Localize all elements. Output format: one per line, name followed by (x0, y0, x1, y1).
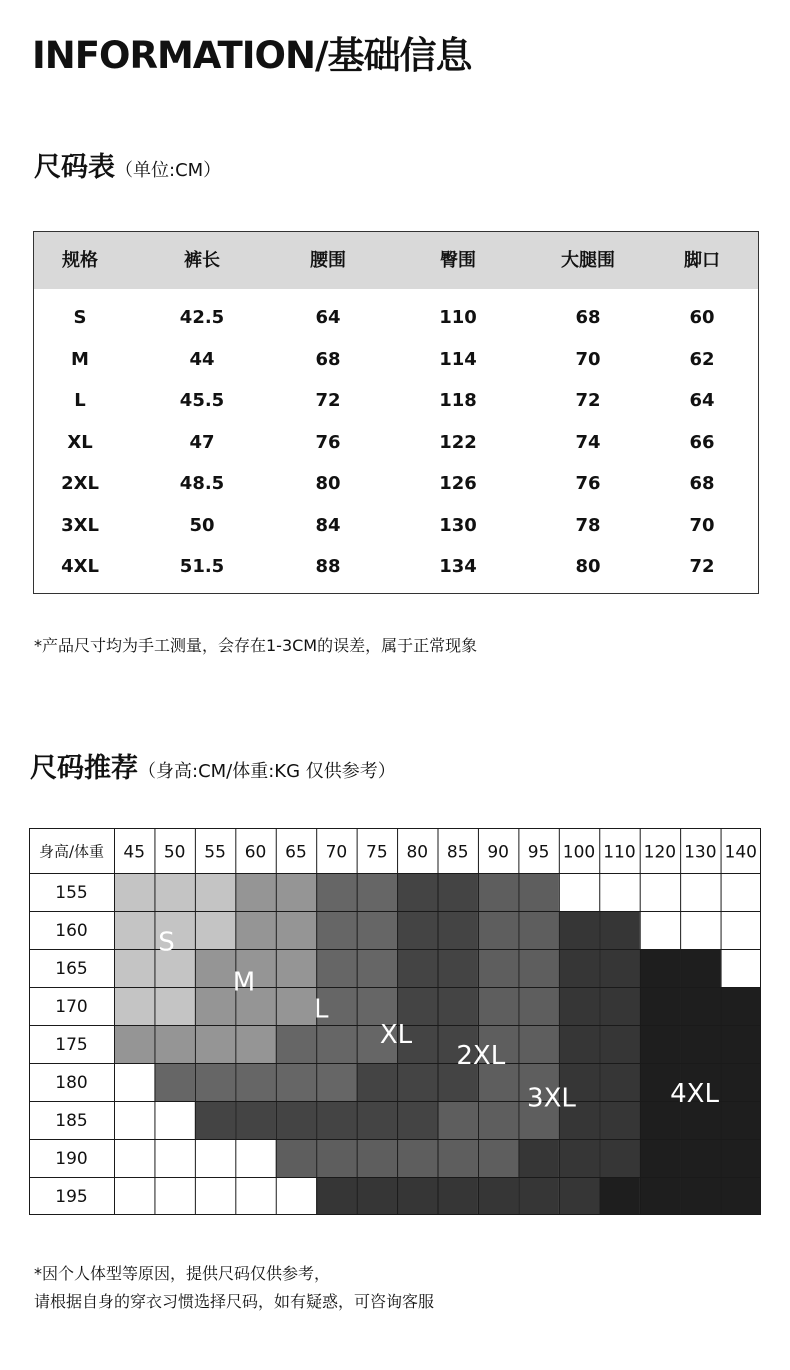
grid-cell-3xl (559, 1025, 599, 1063)
size-label-xl: XL (379, 1020, 413, 1050)
grid-cell-4xl (680, 987, 720, 1025)
height-label: 155 (55, 883, 88, 903)
grid-cell-2xl (478, 1101, 518, 1139)
grid-cell-m (276, 873, 316, 911)
size-label-3xl: 3XL (527, 1083, 576, 1114)
size-table-cell: 60 (689, 307, 715, 328)
grid-cell-s (154, 987, 194, 1025)
grid-cell-3xl (518, 1177, 558, 1215)
size-label-4xl: 4XL (670, 1078, 719, 1109)
size-table-header-cell: 臀围 (440, 250, 476, 271)
grid-cell-3xl (357, 1177, 397, 1215)
size-table-cell: 88 (315, 556, 341, 577)
height-label: 180 (55, 1073, 88, 1093)
size-table-cell: 68 (689, 473, 715, 494)
recommendation-title-text: 尺码推荐 (30, 753, 138, 784)
grid-cell-m (276, 949, 316, 987)
size-table-header (34, 232, 758, 289)
grid-cell-l (357, 911, 397, 949)
size-recommendation-grid (29, 828, 761, 1220)
size-table-cell: 70 (575, 348, 601, 370)
grid-cell-l (316, 1063, 356, 1101)
grid-cell-2xl (357, 1139, 397, 1177)
size-table-cell: 51.5 (179, 556, 225, 577)
size-table-cell: 3XL (61, 514, 99, 536)
grid-cell-l (316, 949, 356, 987)
grid-cell-2xl (478, 987, 518, 1025)
weight-label: 55 (204, 842, 226, 863)
weight-label: 140 (724, 842, 758, 863)
size-label-l: L (313, 994, 329, 1025)
weight-label: 75 (366, 842, 388, 863)
size-table-cell: S (73, 307, 87, 328)
grid-cell-l (357, 873, 397, 911)
height-label: 185 (55, 1111, 88, 1131)
grid-cell-xl (438, 911, 478, 949)
grid-cell-m (235, 1025, 275, 1063)
size-chart-title (34, 150, 221, 189)
size-table-cell: 64 (689, 390, 715, 411)
grid-cell-2xl (316, 1139, 356, 1177)
recommendation-grid-svg (29, 828, 761, 1220)
grid-cell-l (276, 1025, 316, 1063)
size-table-cell: 80 (575, 556, 601, 577)
size-table-cell: 76 (315, 431, 341, 453)
grid-cell-l (235, 1063, 275, 1101)
size-table-header-cell: 大腿围 (561, 250, 615, 271)
height-label: 190 (55, 1149, 88, 1169)
grid-cell-3xl (599, 1025, 639, 1063)
grid-cell-3xl (599, 1139, 639, 1177)
weight-label: 120 (643, 842, 677, 863)
grid-cell-s (114, 987, 154, 1025)
grid-cell-3xl (397, 1177, 437, 1215)
grid-cell-s (195, 873, 235, 911)
size-table-cell: 45.5 (179, 390, 225, 411)
grid-cell-xl (438, 987, 478, 1025)
weight-label: 80 (406, 842, 429, 863)
size-label-m: M (232, 967, 256, 998)
weight-label: 110 (603, 842, 636, 863)
grid-cell-4xl (680, 949, 720, 987)
grid-cell-2xl (478, 911, 518, 949)
grid-cell-s (154, 873, 194, 911)
grid-cell-xl (195, 1101, 235, 1139)
grid-cell-l (316, 911, 356, 949)
grid-cell-2xl (518, 1025, 558, 1063)
size-table-cell: 84 (315, 514, 341, 536)
size-label-s: S (158, 927, 175, 958)
grid-cell-m (276, 911, 316, 949)
size-table-row (34, 463, 758, 505)
grid-cell-l (276, 1063, 316, 1101)
recommendation-unit: （身高:CM/体重:KG 仅供参考） (138, 761, 396, 782)
size-table-cell: 62 (689, 348, 715, 370)
grid-cell-3xl (599, 949, 639, 987)
grid-cell-s (114, 911, 154, 949)
size-table-cell: 118 (439, 390, 477, 411)
height-label: 170 (55, 997, 88, 1017)
weight-label: 90 (487, 842, 509, 863)
grid-cell-2xl (518, 911, 558, 949)
size-table-cell: 4XL (61, 556, 99, 577)
grid-cell-2xl (276, 1139, 316, 1177)
size-label-2xl: 2XL (456, 1040, 506, 1071)
grid-cell-3xl (518, 1139, 558, 1177)
size-table-cell: 72 (315, 390, 341, 411)
size-table-cell: 122 (439, 431, 477, 453)
grid-cell-4xl (721, 1025, 761, 1063)
size-table (33, 231, 759, 594)
height-label: 160 (55, 921, 88, 941)
size-table-cell: 68 (575, 307, 601, 328)
size-table-cell: 64 (315, 307, 341, 328)
weight-label: 45 (123, 842, 146, 863)
grid-cell-2xl (438, 1139, 478, 1177)
grid-cell-l (154, 1063, 194, 1101)
grid-cell-2xl (478, 873, 518, 911)
grid-cell-2xl (518, 873, 558, 911)
size-table-header-cell: 规格 (62, 250, 98, 271)
size-table-header-cell: 裤长 (184, 250, 220, 271)
size-chart-title-text: 尺码表 (34, 152, 115, 183)
grid-cell-s (114, 949, 154, 987)
size-table-cell: 42.5 (179, 307, 225, 328)
grid-cell-xl (438, 949, 478, 987)
size-table-cell: 66 (689, 431, 715, 453)
grid-cell-xl (397, 873, 437, 911)
grid-cell-4xl (640, 949, 680, 987)
grid-cell-m (235, 911, 275, 949)
grid-cell-3xl (599, 1063, 639, 1101)
grid-cell-4xl (680, 1177, 720, 1215)
size-table-cell: 50 (189, 514, 215, 536)
grid-cell-l (316, 873, 356, 911)
grid-cell-4xl (599, 1177, 639, 1215)
size-table-cell: 72 (575, 390, 601, 411)
size-table-cell: M (71, 348, 89, 370)
grid-cell-3xl (559, 1177, 599, 1215)
grid-cell-4xl (680, 1139, 720, 1177)
size-table-cell: 110 (439, 307, 477, 328)
weight-label: 85 (446, 842, 469, 863)
grid-cell-2xl (397, 1139, 437, 1177)
size-table-cell: 2XL (61, 473, 99, 494)
grid-cell-m (195, 1025, 235, 1063)
grid-cell-4xl (721, 1177, 761, 1215)
size-table-cell: 114 (439, 348, 477, 370)
size-table-row (34, 422, 758, 464)
size-table-cell: XL (67, 431, 93, 453)
size-table-row (34, 297, 758, 339)
weight-label: 60 (244, 842, 267, 863)
size-table-cell: 72 (689, 556, 715, 577)
grid-cell-xl (235, 1101, 275, 1139)
height-label: 165 (55, 959, 88, 979)
grid-cell-3xl (478, 1177, 518, 1215)
size-table-row (34, 546, 758, 588)
grid-cell-xl (357, 1101, 397, 1139)
height-label: 195 (55, 1187, 88, 1207)
grid-cell-xl (397, 1063, 437, 1101)
grid-cell-3xl (559, 1139, 599, 1177)
grid-cell-3xl (438, 1177, 478, 1215)
page-title: INFORMATION/基础信息 (32, 34, 472, 77)
grid-cell-s (195, 911, 235, 949)
grid-cell-2xl (478, 949, 518, 987)
grid-cell-xl (357, 1063, 397, 1101)
grid-cell-s (114, 873, 154, 911)
size-table-header-cell: 腰围 (310, 250, 346, 271)
size-table-cell: 70 (689, 514, 715, 536)
grid-cell-m (276, 987, 316, 1025)
grid-cell-2xl (478, 1139, 518, 1177)
grid-cell-4xl (640, 1177, 680, 1215)
grid-cell-m (235, 873, 275, 911)
grid-cell-4xl (640, 987, 680, 1025)
size-table-cell: 68 (315, 348, 341, 370)
grid-cell-4xl (640, 1025, 680, 1063)
grid-cell-l (357, 949, 397, 987)
recommendation-note-line-1: *因个人体型等原因，提供尺码仅供参考， (34, 1264, 331, 1283)
weight-label: 70 (325, 842, 348, 863)
recommendation-note-line-2: 请根据自身的穿衣习惯选择尺码，如有疑惑，可咨询客服 (34, 1292, 435, 1311)
grid-corner-label: 身高/体重 (38, 842, 105, 861)
grid-cell-4xl (680, 1025, 720, 1063)
grid-cell-m (154, 1025, 194, 1063)
grid-cell-4xl (721, 1101, 761, 1139)
grid-cell-m (114, 1025, 154, 1063)
weight-label: 50 (163, 842, 186, 863)
size-table-row (34, 380, 758, 422)
grid-cell-3xl (599, 911, 639, 949)
size-table-cell: L (74, 390, 86, 411)
recommendation-title (30, 751, 396, 790)
size-table-header-cell: 脚口 (684, 250, 720, 271)
weight-label: 65 (285, 842, 307, 863)
size-table-cell: 134 (439, 556, 477, 577)
grid-cell-2xl (518, 949, 558, 987)
size-table-row (34, 505, 758, 547)
grid-cell-2xl (438, 1101, 478, 1139)
grid-cell-l (195, 1063, 235, 1101)
grid-cell-xl (397, 949, 437, 987)
height-label: 175 (55, 1035, 88, 1055)
size-table-cell: 78 (575, 514, 601, 536)
recommendation-note (34, 1260, 434, 1316)
grid-cell-xl (397, 1101, 437, 1139)
grid-cell-3xl (559, 949, 599, 987)
size-table-cell: 126 (439, 473, 477, 494)
weight-label: 100 (562, 842, 596, 863)
size-table-cell: 80 (315, 473, 341, 494)
size-table-cell: 44 (189, 348, 215, 370)
grid-cell-3xl (316, 1177, 356, 1215)
weight-label: 95 (527, 842, 550, 863)
size-chart-note: *产品尺寸均为手工测量，会存在1-3CM的误差，属于正常现象 (34, 636, 478, 655)
grid-cell-4xl (721, 1063, 761, 1101)
grid-cell-m (195, 987, 235, 1025)
size-table-cell: 130 (439, 514, 477, 536)
grid-cell-4xl (721, 987, 761, 1025)
size-table-cell: 47 (189, 431, 215, 453)
grid-cell-xl (276, 1101, 316, 1139)
size-chart-unit: （单位:CM） (115, 160, 222, 181)
size-table-row (34, 339, 758, 381)
grid-cell-xl (316, 1101, 356, 1139)
grid-cell-3xl (599, 1101, 639, 1139)
size-table-cell: 76 (575, 473, 601, 494)
weight-label: 130 (684, 842, 717, 863)
grid-cell-m (195, 949, 235, 987)
size-table-cell: 48.5 (179, 473, 225, 494)
size-table-cell: 74 (575, 431, 601, 453)
size-table-body (34, 289, 758, 588)
grid-cell-xl (438, 873, 478, 911)
grid-cell-xl (397, 911, 437, 949)
grid-cell-4xl (640, 1139, 680, 1177)
grid-cell-3xl (599, 987, 639, 1025)
grid-cell-l (316, 1025, 356, 1063)
grid-cell-3xl (559, 911, 599, 949)
grid-cell-3xl (559, 987, 599, 1025)
grid-cell-2xl (518, 987, 558, 1025)
grid-cell-4xl (721, 1139, 761, 1177)
